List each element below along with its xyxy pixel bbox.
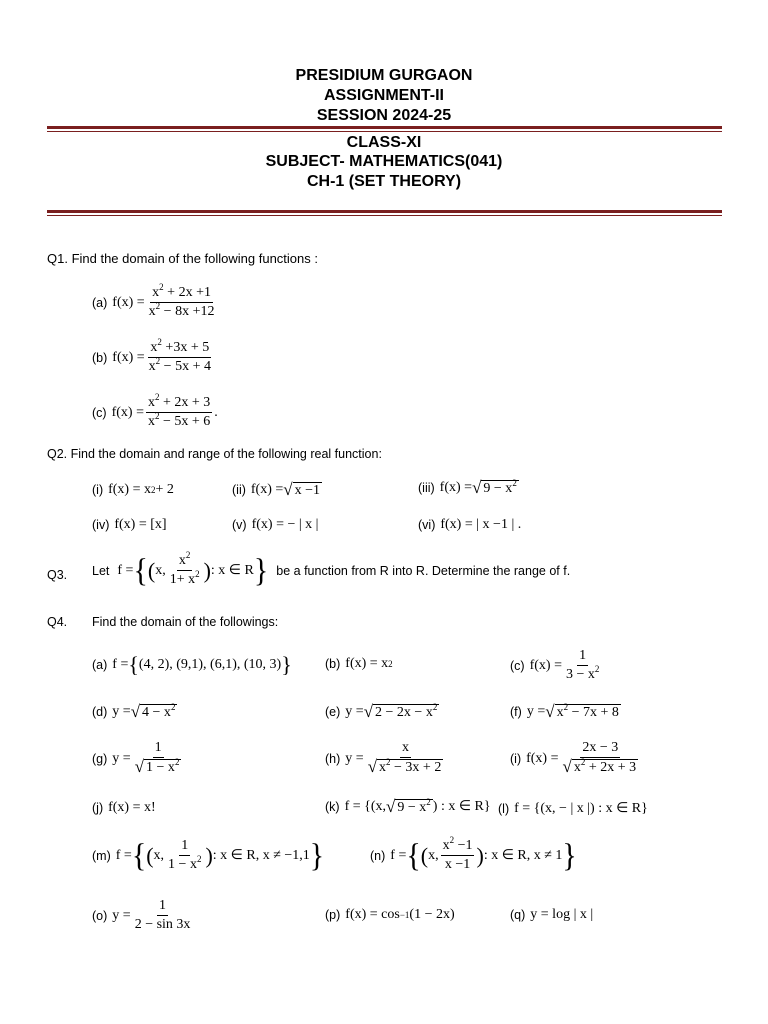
q3-let: Let	[92, 563, 110, 578]
q4-n: (n) f = { ( x, $\frac{x^2 -1}{x -1}$ ) : x ∈ R, x ≠ 1 }	[370, 835, 577, 874]
q3-text: be a function from R into R. Determine the range of f.	[276, 563, 571, 578]
q4-l: (l) f = {(x, − | x |) : x ∈ R}	[498, 801, 648, 816]
q2-iv: (iv) f(x) = [x]	[92, 517, 167, 532]
class-title: CLASS-XI	[346, 134, 422, 151]
q4-k: (k) f = {(x, √ $9 - x^2$ ) : x ∈ R}	[325, 796, 491, 816]
school-name: PRESIDIUM GURGAON	[295, 67, 473, 84]
q4-p: (p) f(x) = cos −1 (1 − 2x)	[325, 907, 455, 922]
q4-b: (b) f(x) = x 2	[325, 656, 393, 671]
q3-label: Q3.	[47, 568, 68, 582]
session-title: SESSION 2024-25	[316, 107, 452, 124]
q2-prompt: Q2. Find the domain and range of the following real function:	[47, 447, 382, 461]
q4-i: (i) f(x) = 2x − 3 √ $x^2 + 2x + 3$	[510, 740, 637, 776]
q2-iii: (iii) f(x) = √ $9 - x^2$	[418, 478, 517, 497]
q4-j: (j) f(x) = x!	[92, 800, 156, 815]
q4-h: (h) y = x √ $x^2 - 3x + 2$	[325, 740, 442, 776]
q4-f: (f) y = √ $x^2 - 7x + 8$	[510, 702, 619, 721]
q4-label: Q4.	[47, 615, 68, 629]
header-rule-top	[47, 126, 722, 132]
q4-d: (d) y = √ $4 - x^2$	[92, 702, 176, 721]
q2-v: (v) f(x) = − | x |	[232, 517, 319, 532]
q1-b: (b) f(x) = $\frac{x^2 +3x + 5}{x^2 - 5x + 4}$	[92, 337, 211, 374]
q1-label: Q1	[47, 251, 65, 266]
q4-c: (c) f(x) = $\frac{1}{3 - x^2}$	[510, 648, 600, 682]
q2-vi: (vi) f(x) = | x −1 | .	[418, 517, 522, 532]
q1-text: . Find the domain of the following functions :	[64, 251, 318, 266]
q1-a: (a) f(x) = $\frac{x^2 + 2x +1}{x^2 - 8x +12}$	[92, 282, 215, 319]
q4-prompt: Find the domain of the followings:	[92, 615, 279, 629]
q4-g: (g) y = 1 √ $1 - x^2$	[92, 740, 180, 776]
header-rule-bottom	[47, 210, 722, 216]
q4-a: (a) f = { (4, 2), (9,1), (6,1), (10, 3) }	[92, 652, 292, 677]
q1-c: (c) f(x) = $\frac{x^2 + 2x + 3}{x^2 - 5x + 6}$ .	[92, 392, 218, 429]
q4-o: (o) y = $\frac{1}{2 - \sin 3x}$	[92, 898, 191, 932]
q1-prompt	[47, 251, 318, 266]
q4-m: (m) f = { ( x, $\frac{1}{1 - x^2}$ ) : x ∈ R, x ≠ −1,1 }	[92, 836, 325, 874]
assignment-title: ASSIGNMENT-II	[323, 87, 444, 104]
subject-title: SUBJECT- MATHEMATICS(041)	[265, 153, 503, 170]
q2-ii: (ii) f(x) = √ x −1	[232, 480, 321, 499]
q4-q: (q) y = log | x |	[510, 907, 594, 922]
q4-e: (e) y = √ $2 - 2x - x^2$	[325, 702, 438, 721]
q3-expression: Let f = { ( x, $\frac{x^2}{1+ x^2}$ ) : x ∈ R } be a function from R into R. Determine the range of f.	[92, 550, 571, 589]
q2-i: (i) f(x) = x 2 + 2	[92, 482, 174, 497]
chapter-title: CH-1 (SET THEORY)	[306, 173, 462, 190]
